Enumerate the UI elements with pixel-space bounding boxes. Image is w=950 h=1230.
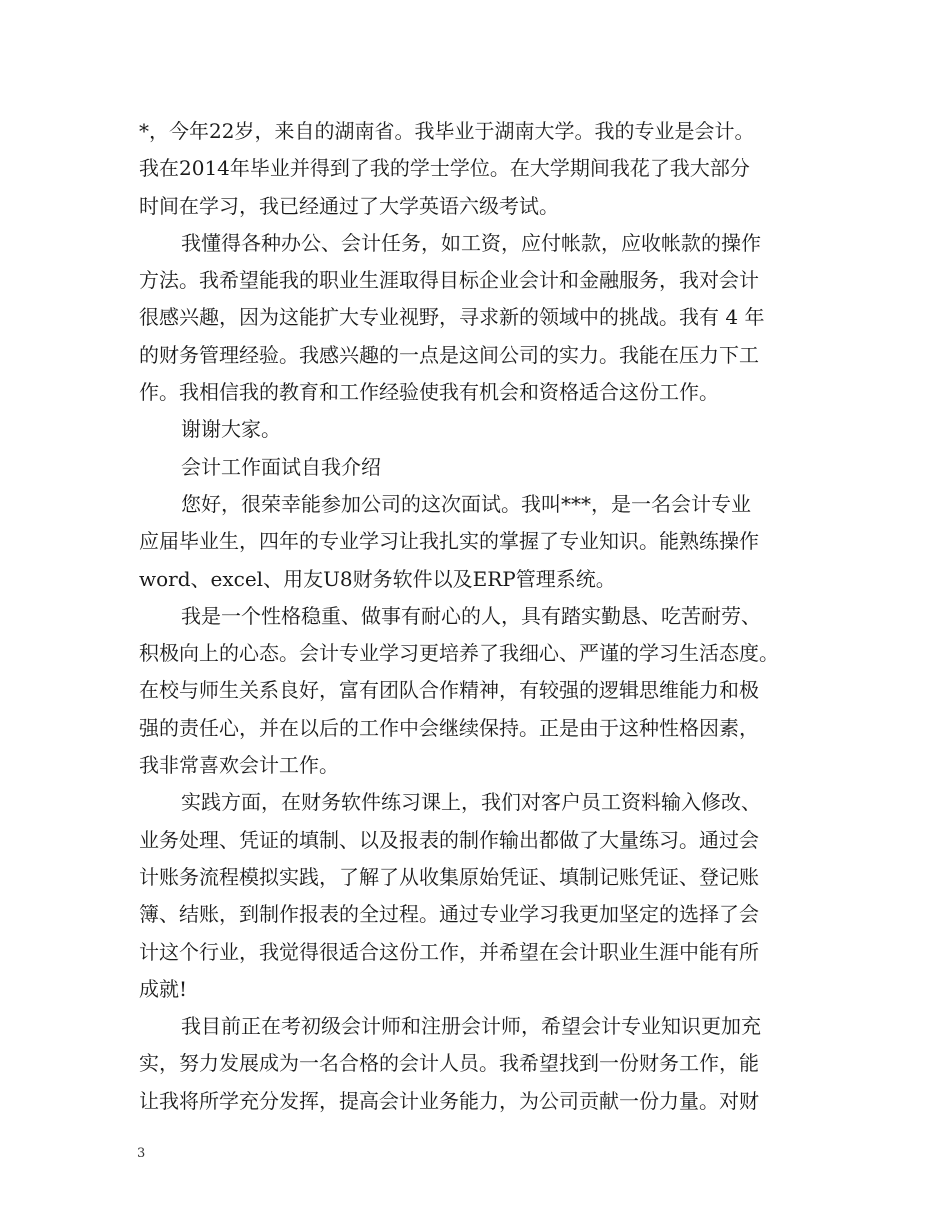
section-heading: 会计工作面试自我介绍 [181, 454, 381, 479]
text-line: 我在2014年毕业并得到了我的学士学位。在大学期间我花了我大部分 [139, 156, 750, 181]
text-line: 时间在学习，我已经通过了大学英语六级考试。 [139, 193, 559, 218]
document-body [139, 113, 829, 1120]
text-line: 我目前正在考初级会计师和注册会计师，希望会计专业知识更加充 [181, 1014, 761, 1039]
text-line: word、excel、用友U8财务软件以及ERP管理系统。 [139, 566, 616, 591]
text-line: 很感兴趣，因为这能扩大专业视野，寻求新的领域中的挑战。我有 4 年 [139, 305, 765, 330]
text-line: 我懂得各种办公、会计任务，如工资，应付帐款，应收帐款的操作 [181, 230, 761, 255]
text-line: 的财务管理经验。我感兴趣的一点是这间公司的实力。我能在压力下工 [139, 342, 759, 367]
text-line: 方法。我希望能我的职业生涯取得目标企业会计和金融服务，我对会计 [139, 268, 759, 293]
text-line: 我是一个性格稳重、做事有耐心的人，具有踏实勤恳、吃苦耐劳、 [181, 603, 761, 628]
text-line: 业务处理、凭证的填制、以及报表的制作输出都做了大量练习。通过会 [139, 827, 759, 852]
text-line: 作。我相信我的教育和工作经验使我有机会和资格适合这份工作。 [139, 380, 719, 405]
text-line: 簿、结账，到制作报表的全过程。通过专业学习我更加坚定的选择了会 [139, 902, 759, 927]
text-line: 实践方面，在财务软件练习课上，我们对客户员工资料输入修改、 [181, 790, 761, 815]
text-line: 在校与师生关系良好，富有团队合作精神，有较强的逻辑思维能力和极 [139, 678, 759, 703]
text-line: 成就! [139, 976, 188, 1001]
text-line: 让我将所学充分发挥，提高会计业务能力，为公司贡献一份力量。对财 [139, 1088, 759, 1113]
text-line: 谢谢大家。 [181, 417, 281, 442]
text-line: 实，努力发展成为一名合格的会计人员。我希望找到一份财务工作，能 [139, 1051, 759, 1076]
text-line: 计这个行业，我觉得很适合这份工作，并希望在会计职业生涯中能有所 [139, 939, 759, 964]
text-line: 强的责任心，并在以后的工作中会继续保持。正是由于这种性格因素， [139, 715, 759, 740]
text-line: 我非常喜欢会计工作。 [139, 753, 339, 778]
text-line: 您好，很荣幸能参加公司的这次面试。我叫***，是一名会计专业 [181, 491, 751, 516]
text-line: *，今年22岁，来自的湖南省。我毕业于湖南大学。我的专业是会计。 [139, 119, 755, 143]
text-line: 应届毕业生，四年的专业学习让我扎实的掌握了专业知识。能熟练操作 [139, 529, 759, 554]
text-line: 计账务流程模拟实践，了解了从收集原始凭证、填制记账凭证、登记账 [139, 864, 759, 889]
text-line: 积极向上的心态。会计专业学习更培养了我细心、严谨的学习生活态度。 [139, 641, 779, 666]
page-number: 3 [137, 1146, 146, 1161]
